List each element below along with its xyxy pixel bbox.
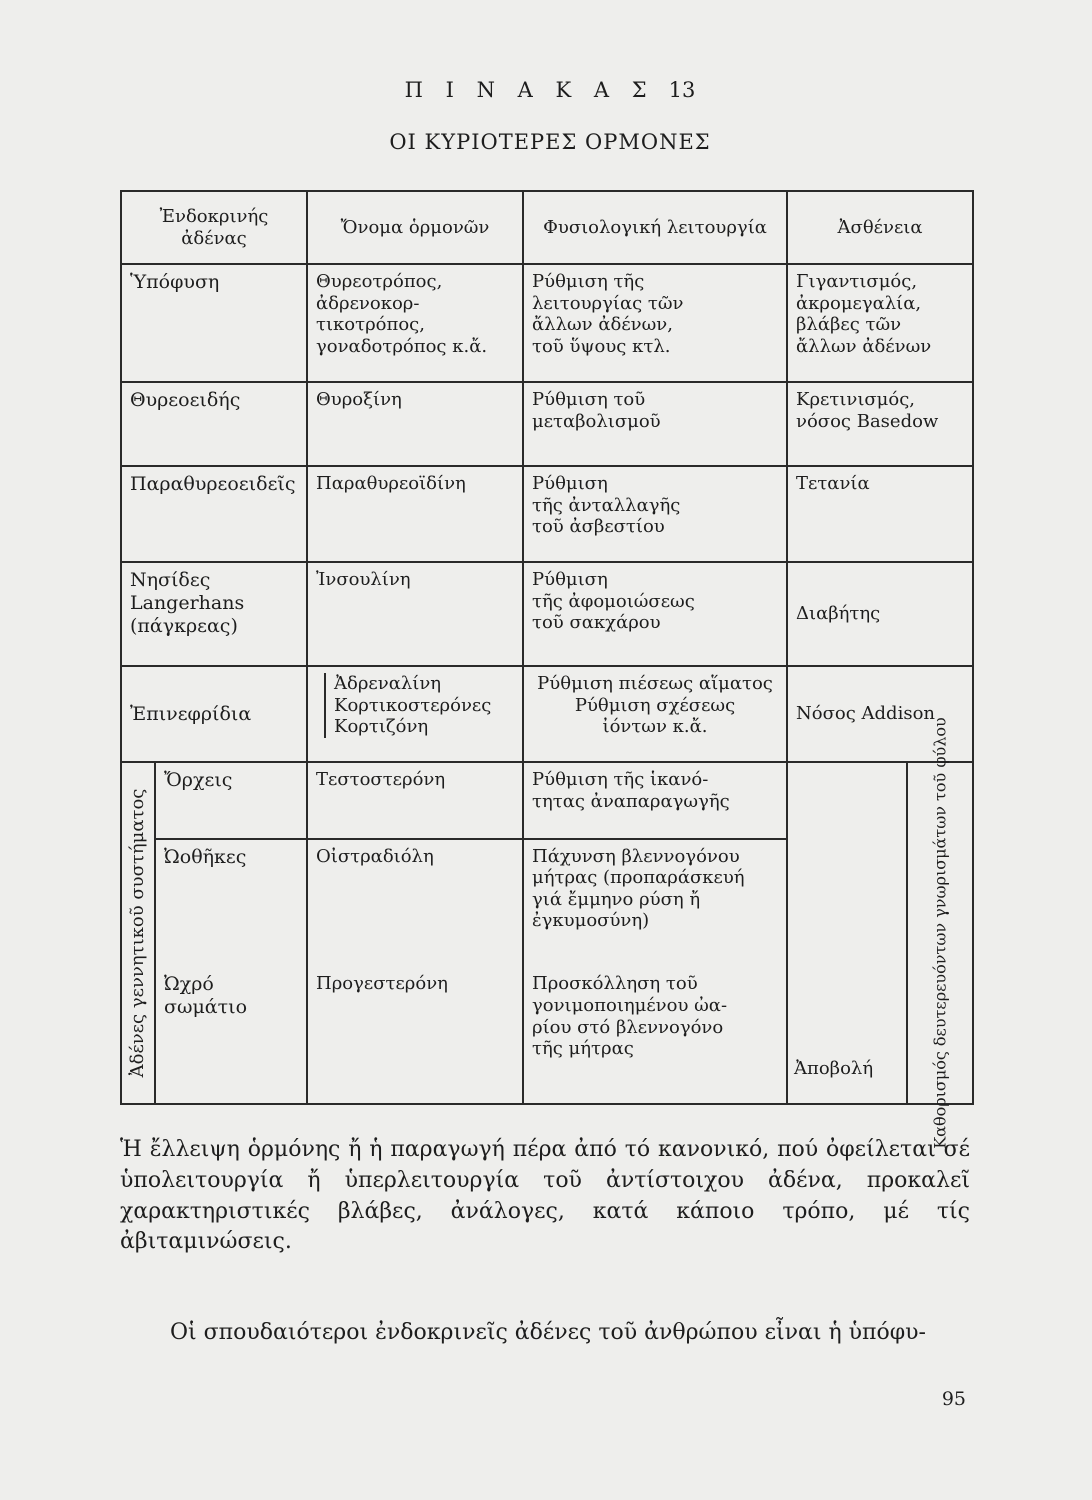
gland-cell: Ὠχρό σωμάτιο [155,967,307,1104]
sex-characteristics-cell [787,717,973,1149]
disease-cell: Τετανία [787,466,973,562]
function-cell: Πάχυνση βλεννογόνου μήτρας (προπαράσκευή γιά ἔμμηνο ρύση ἤ ἐγκυμοσύνη) [523,839,787,968]
gland-cell: Θυρεοειδής [121,382,307,466]
hormone-cell: Θυροξίνη [307,382,523,466]
body-paragraph: Ἡ ἔλλειψη ὁρμόνης ἤ ἡ παραγωγή πέρα ἀπό τό κανονικό, πού ὀφείλεται σέ ὑπολειτουργία ἤ ὑπερλειτουργία τοῦ ἀντίστοιχου ἀδένα, προκαλεῖ χαρακτηριστικές βλάβες, ἀνάλογες, κατά κάποιο τρόπο, μέ τίς ἀβιταμινώσεις. [120,1137,970,1255]
header-function: Φυσιολογική λειτουργία [523,191,787,264]
disease-cell: Νόσος Addison [787,666,973,762]
function-cell: Ρύθμιση τοῦ μεταβολισμοῦ [523,382,787,466]
hormone-cell: Προγεστερόνη [307,967,523,1104]
hormone-cell: Ἰνσουλίνη [307,562,523,666]
hormone-cell: Θυρεοτρόπος, ἀδρενοκορ- τικοτρόπος, γοναδοτρόπος κ.ἄ. [307,264,523,382]
gland-cell: Νησίδες Langerhans (πάγκρεας) [121,562,307,666]
table-heading [120,78,980,102]
header-gland: Ἐνδοκρινής ἀδένας [121,191,307,264]
sex-characteristics-label: Καθορισμός δευτερευόντων γνωρισμάτων τοῦ φύλου [930,717,950,1149]
table-row [121,466,973,562]
table-number: 13 [668,78,696,102]
gland-cell: Ὑπόφυση [121,264,307,382]
page-number: 95 [941,1388,966,1410]
hormone-cell: Οἰστραδιόλη [307,839,523,968]
function-cell: Ρύθμιση τῆς ἀφομοιώσεως τοῦ σακχάρου [523,562,787,666]
reproductive-group-cell [121,762,155,1104]
function-cell: Ρύθμιση τῆς ἀνταλλαγῆς τοῦ ἀσβεστίου [523,466,787,562]
hormone-cell [307,666,523,762]
hormones-table [120,190,974,1149]
disease-cell: Κρετινισμός, νόσος Basedow [787,382,973,466]
function-cell: Ρύθμιση πιέσεως αἵματος Ρύθμιση σχέσεως ἰόντων κ.ἄ. [523,666,787,762]
function-cell: Ρύθμιση τῆς λειτουργίας τῶν ἄλλων ἀδένων, τοῦ ὕψους κτλ. [523,264,787,382]
gland-cell: Ὄρχεις [155,762,307,838]
function-cell: Ρύθμιση τῆς ἱκανό- τητας ἀναπαραγωγῆς [523,762,787,838]
body-paragraph-continued: Οἱ σπουδαιότεροι ἐνδοκρινεῖς ἀδένες τοῦ ἀνθρώπου εἶναι ἡ ὑπόφυ- [170,1320,926,1345]
header-disease: Ἀσθένεια [787,191,973,264]
reproductive-group-label: Ἀδένες γεννητικοῦ συστήματος [127,788,149,1078]
table-row [121,666,973,762]
hormone-cell: Τεστοστερόνη [307,762,523,838]
table-title: ΟΙ ΚΥΡΙΟΤΕΡΕΣ ΟΡΜΟΝΕΣ [389,130,711,154]
table-row [121,762,973,838]
hormone-cell: Παραθυρεοϊδίνη [307,466,523,562]
gland-cell: Ἐπινεφρίδια [121,666,307,762]
table-header-row [121,191,973,264]
table-heading-label: Π Ι Ν Α Κ Α Σ [404,78,655,102]
gland-cell: Ὠοθῆκες [155,839,307,968]
header-hormone: Ὄνομα ὁρμονῶν [307,191,523,264]
gland-cell: Παραθυρεοειδεῖς [121,466,307,562]
function-cell: Προσκόλληση τοῦ γονιμοποιημένου ὠα- ρίου στό βλεννογόνο τῆς μήτρας [523,967,787,1104]
disease-cell: Ἀποβολή [794,1057,874,1079]
hormone-brace-group: Ἀδρεναλίνη Κορτικοστερόνες Κορτιζόνη [324,673,514,738]
disease-cell: Διαβήτης [787,562,973,666]
disease-cell: Γιγαντισμός, ἀκρομεγαλία, βλάβες τῶν ἄλλων ἀδένων [787,264,973,382]
table-row [121,562,973,666]
table-row [121,264,973,382]
table-row [121,382,973,466]
